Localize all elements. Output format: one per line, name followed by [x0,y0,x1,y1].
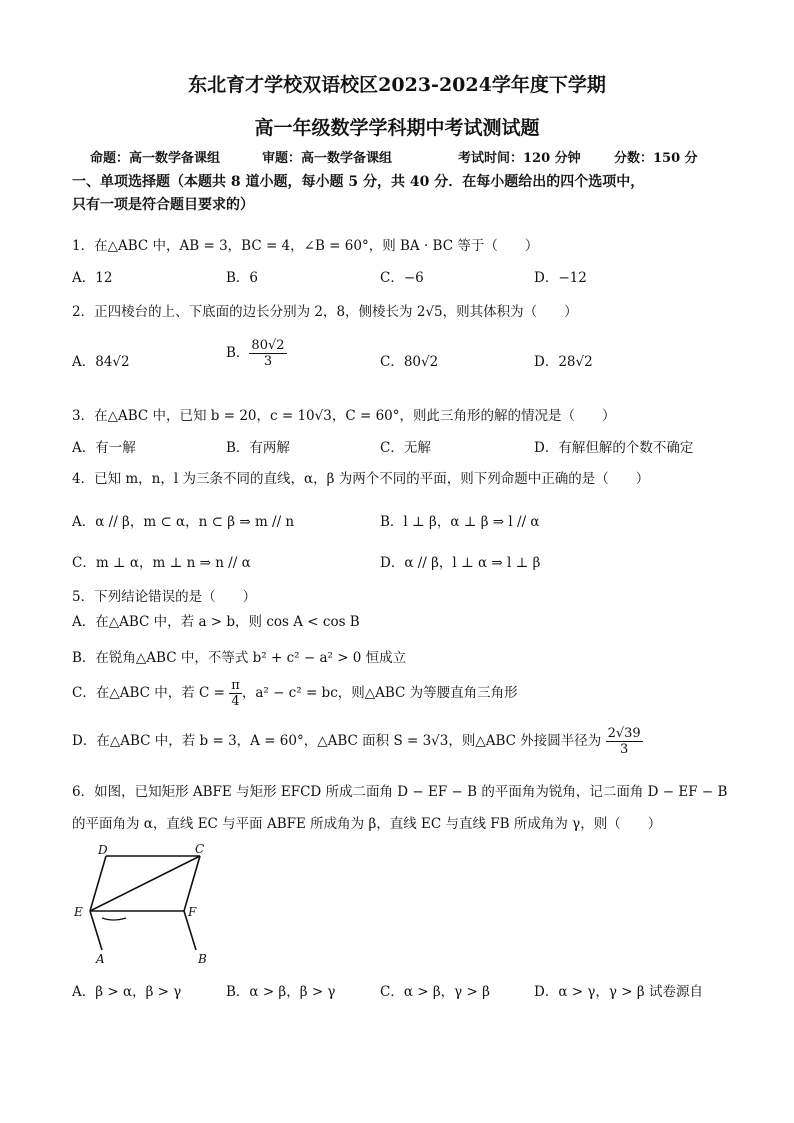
question-5-option-c [72,678,518,709]
section-heading-line-1: 一、单项选择题（本题共 8 道小题，每小题 5 分，共 40 分．在每小题给出的四个选项中， [72,174,645,190]
question-4-stem: 4．已知 m，n，l 为三条不同的直线，α，β 为两个不同的平面，则下列命题中正确的是（ ） [72,471,650,487]
question-6-option-c: C．α > β，γ > β [380,984,490,1000]
section-heading-line-2: 只有一项是符合题目要求的） [72,197,254,213]
question-6-stem-line-1: 6．如图，已知矩形 ABFE 与矩形 EFCD 所成二面角 D − EF − B 的平面角为锐角，记二面角 D − EF − B [72,784,728,800]
fraction-numerator: 2√39 [607,726,641,741]
question-1-option-b: B．6 [226,270,259,286]
question-3-option-a: A．有一解 [72,440,136,456]
question-6-option-d: D．α > γ，γ > β 试卷源自 [534,984,703,1000]
question-2-option-b [226,338,287,369]
line-ec [90,856,200,911]
question-2-option-b-fraction [249,338,286,369]
question-5-option-b: B．在锐角△ABC 中，不等式 b² + c² − a² > 0 恒成立 [72,650,407,666]
reviewer-info: 审题：高一数学备课组 [262,151,393,166]
exam-time: 考试时间：120 分钟 [458,151,581,166]
label-c: C [195,842,205,856]
label-e: E [74,905,83,919]
question-1-option-a: A．12 [72,270,113,286]
question-3-stem: 3．在△ABC 中，已知 b = 20，c = 10√3，C = 60°，则此三角形的解的情况是（ ） [72,408,616,424]
angle-mark [102,918,126,920]
label-b: B [198,952,207,966]
title-line-2: 高一年级数学学科期中考试测试题 [254,117,540,139]
question-4-option-b: B．l ⊥ β，α ⊥ β ⇒ l // α [380,514,540,530]
question-5-option-d-fraction [606,726,643,757]
question-3-option-b: B．有两解 [226,440,290,456]
question-5-option-c-prefix: C．在△ABC 中，若 C = [72,685,225,701]
question-5-stem: 5．下列结论错误的是（ ） [72,589,257,605]
question-6-stem-line-2: 的平面角为 α，直线 EC 与平面 ABFE 所成角为 β，直线 EC 与直线 FB 所成角为 γ，则（ ） [72,816,662,832]
question-2-stem: 2．正四棱台的上、下底面的边长分别为 2，8，侧棱长为 2√5，则其体积为（ ） [72,304,578,320]
question-5-option-c-suffix: ，a² − c² = bc，则△ABC 为等腰直角三角形 [241,685,518,701]
question-5-option-d [72,726,643,757]
edge-cf [184,856,200,911]
question-5-option-d-prefix: D．在△ABC 中，若 b = 3，A = 60°，△ABC 面积 S = 3√3，则△ABC 外接圆半径为 [72,733,602,749]
question-1-option-c: C．−6 [380,270,424,286]
question-2-option-a: A．84√2 [72,354,130,370]
question-1-stem: 1．在△ABC 中，AB = 3，BC = 4，∠B = 60°，则 BA · BC 等于（ ） [72,238,539,254]
question-2-option-c: C．80√2 [380,354,439,370]
label-f: F [188,905,197,919]
question-3-option-c: C．无解 [380,440,431,456]
fraction-numerator: 80√2 [251,338,285,353]
question-6-option-b: B．α > β，β > γ [226,984,336,1000]
fraction-denominator: 4 [231,694,240,709]
fraction-denominator: 3 [620,742,629,757]
dihedral-angle-figure [68,842,228,967]
question-4-option-c: C．m ⊥ α，m ⊥ n ⇒ n // α [72,555,251,571]
question-3-option-d: D．有解但解的个数不确定 [534,440,694,456]
question-4-option-d: D．α // β，l ⊥ α ⇒ l ⊥ β [380,555,541,571]
question-4-option-a: A．α // β，m ⊂ α，n ⊂ β ⇒ m // n [72,514,295,530]
fraction-denominator: 3 [263,354,273,369]
label-a: A [96,952,105,966]
total-score: 分数：150 分 [614,151,698,166]
question-2-option-b-prefix: B． [226,345,250,361]
question-5-option-c-fraction [229,678,242,709]
fraction-numerator: π [231,678,240,693]
title-line-1: 东北育才学校双语校区2023-2024学年度下学期 [188,74,606,96]
question-2-option-d: D．28√2 [534,354,593,370]
edge-ed [90,856,106,911]
question-5-option-a: A．在△ABC 中，若 a > b，则 cos A < cos B [72,614,360,630]
question-1-option-d: D．−12 [534,270,587,286]
question-6-option-a: A．β > α，β > γ [72,984,182,1000]
edge-ea [90,911,102,950]
setter-info: 命题：高一数学备课组 [90,151,221,166]
label-d: D [98,843,108,857]
